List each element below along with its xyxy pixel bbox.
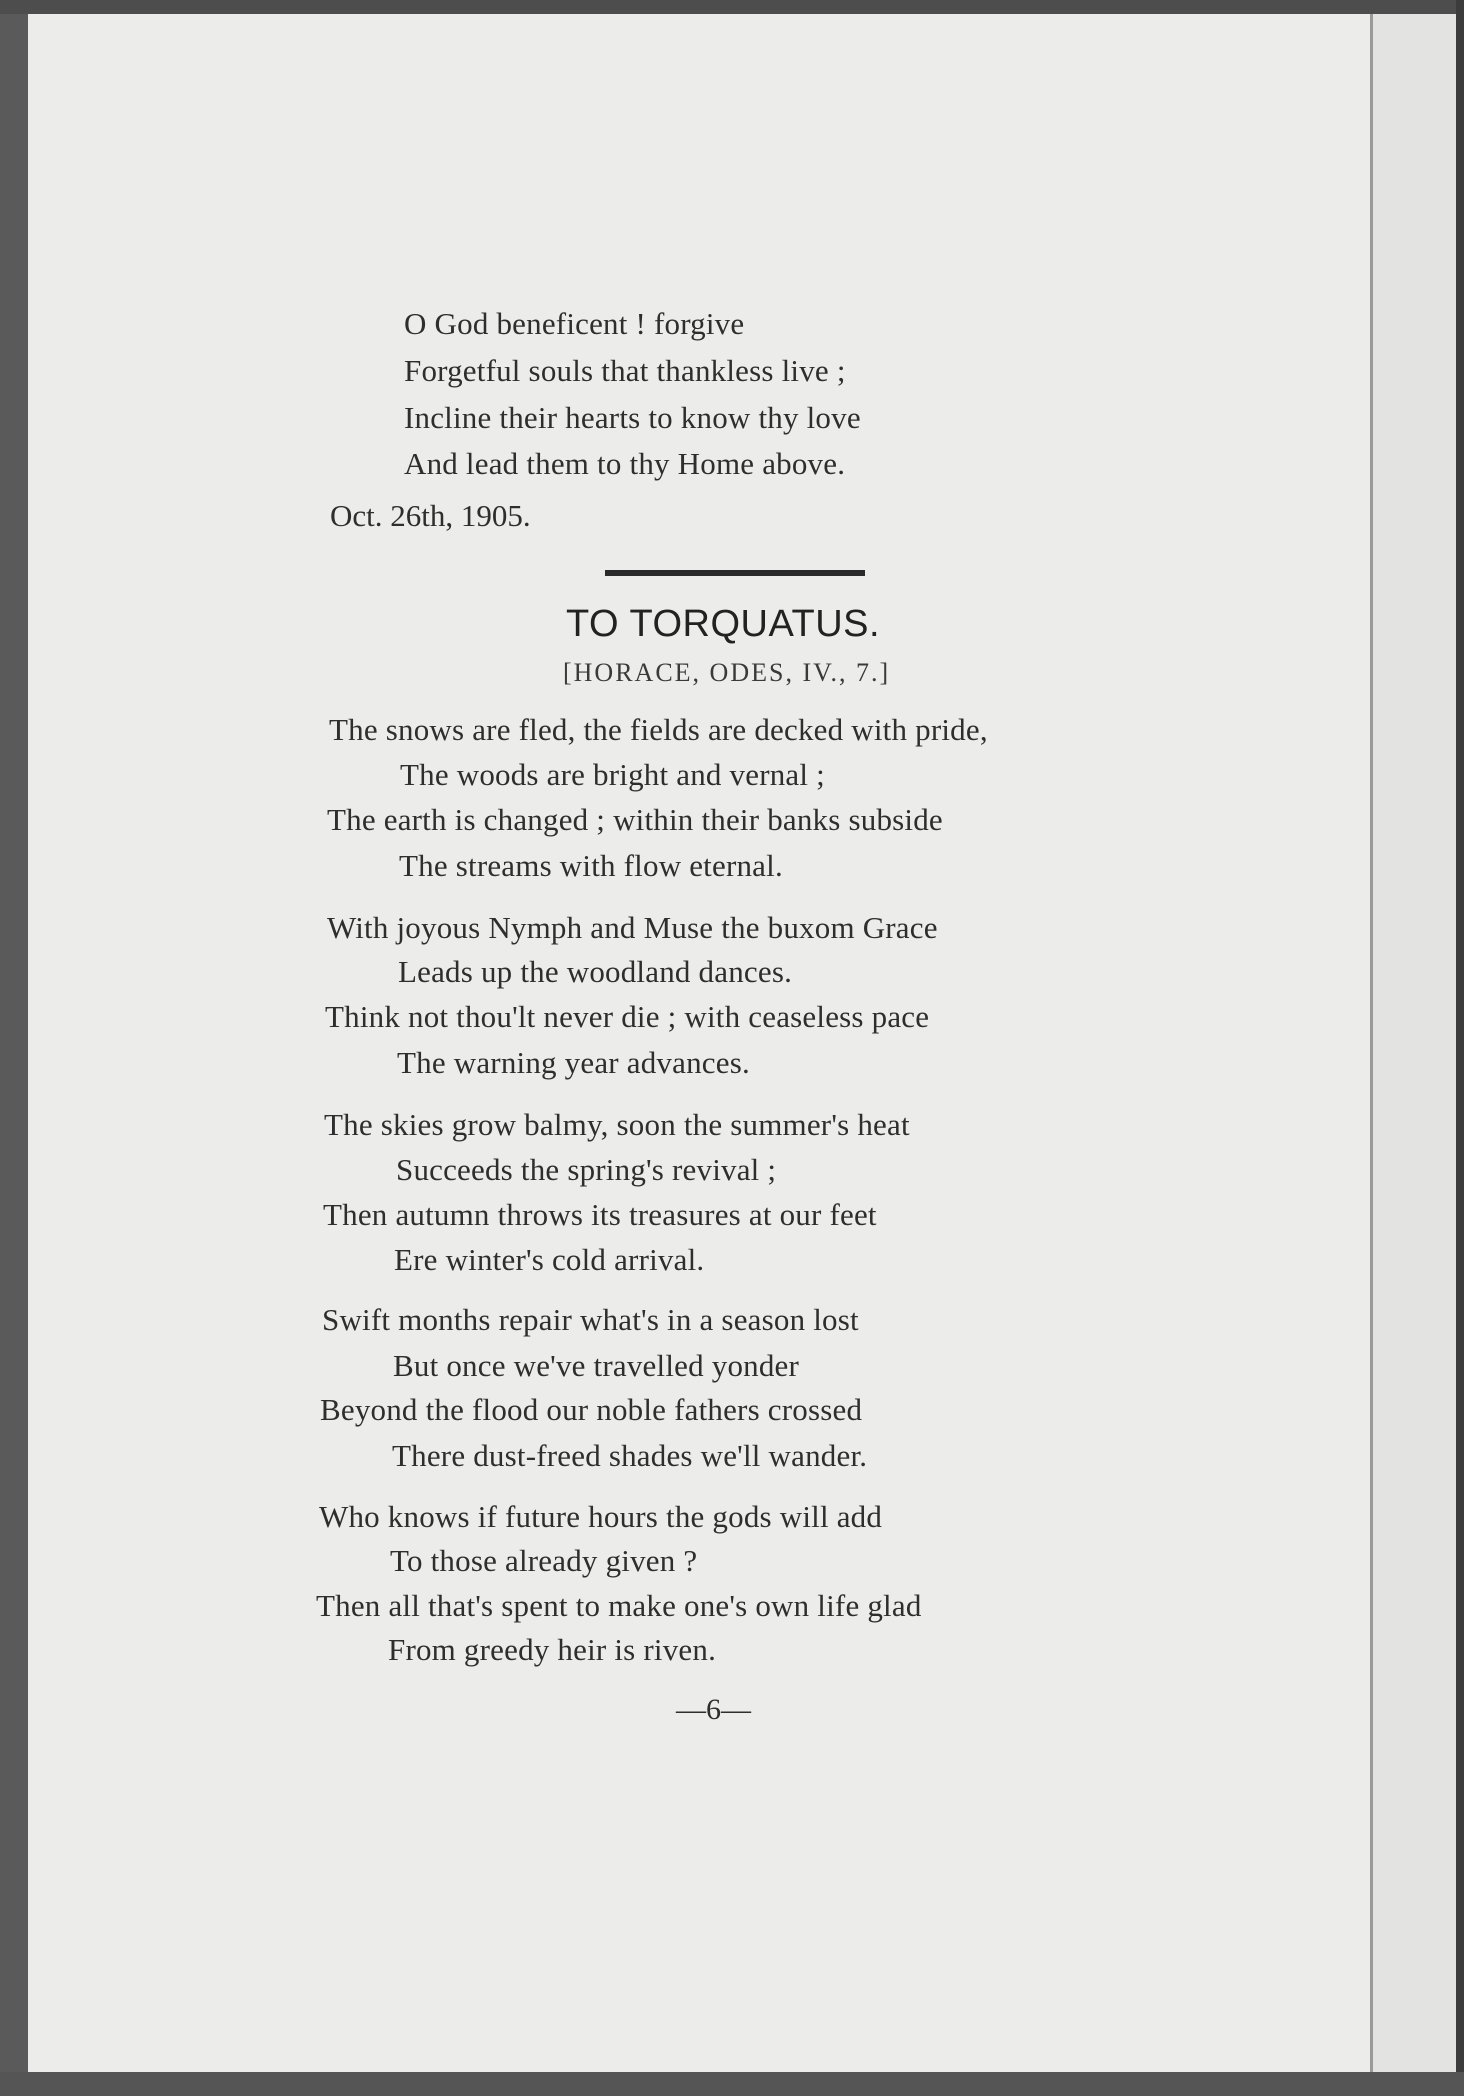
verse-line-indented: Ere winter's cold arrival.	[394, 1242, 705, 1277]
page-number: —6—	[676, 1693, 751, 1726]
verse-line: With joyous Nymph and Muse the buxom Grace	[327, 910, 938, 945]
verse-line: Who knows if future hours the gods will add	[319, 1499, 883, 1534]
prayer-line: Forgetful souls that thankless live ;	[404, 353, 846, 388]
verse-line: Swift months repair what's in a season lost	[322, 1302, 859, 1337]
verse-line-indented: The streams with flow eternal.	[399, 848, 783, 883]
poem-date: Oct. 26th, 1905.	[330, 498, 531, 533]
scan-bottom-border	[0, 2072, 1464, 2096]
verse-line-indented: There dust-freed shades we'll wander.	[392, 1438, 868, 1473]
prayer-line: O God beneficent ! forgive	[404, 306, 745, 341]
prayer-line: And lead them to thy Home above.	[404, 446, 846, 481]
adjacent-page-edge	[1373, 14, 1464, 2072]
scan-top-border	[0, 0, 1464, 14]
verse-line: The earth is changed ; within their banks subside	[327, 802, 943, 837]
page-gutter	[1370, 14, 1373, 2072]
verse-line: Then all that's spent to make one's own life glad	[316, 1588, 922, 1623]
verse-line-indented: Leads up the woodland dances.	[398, 954, 793, 989]
prayer-line: Incline their hearts to know thy love	[404, 400, 861, 435]
verse-line: Beyond the flood our noble fathers crossed	[320, 1392, 863, 1427]
verse-line: Think not thou'lt never die ; with ceaseless pace	[325, 999, 930, 1034]
verse-line-indented: But once we've travelled yonder	[393, 1348, 800, 1383]
verse-line: The snows are fled, the fields are decked with pride,	[329, 712, 988, 747]
poem-source-attribution: [HORACE, ODES, IV., 7.]	[563, 658, 891, 687]
verse-line-indented: The woods are bright and vernal ;	[400, 757, 825, 792]
verse-line-indented: Succeeds the spring's revival ;	[396, 1152, 777, 1187]
scan-right-border	[1456, 0, 1464, 2096]
verse-line-indented: To those already given ?	[390, 1543, 698, 1578]
verse-line: The skies grow balmy, soon the summer's heat	[324, 1107, 910, 1142]
verse-line-indented: From greedy heir is riven.	[388, 1632, 717, 1667]
poem-title: TO TORQUATUS.	[566, 603, 881, 645]
section-divider-rule	[605, 570, 865, 576]
verse-line-indented: The warning year advances.	[397, 1045, 750, 1080]
verse-line: Then autumn throws its treasures at our feet	[323, 1197, 877, 1232]
